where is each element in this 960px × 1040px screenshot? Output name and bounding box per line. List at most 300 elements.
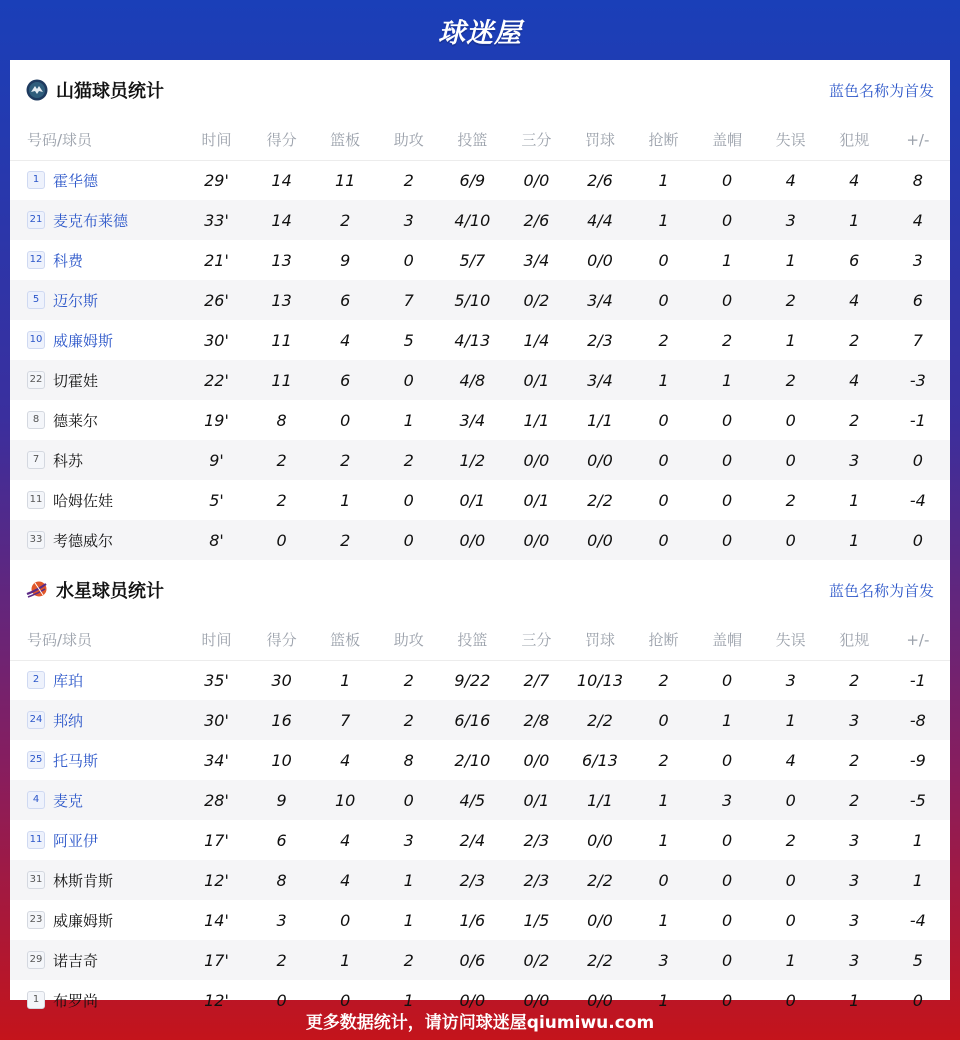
stat-steals: 1 <box>658 910 669 930</box>
stat-ft: 3/4 <box>568 360 631 400</box>
stat-assists: 1 <box>377 860 440 900</box>
jersey-number-badge: 1 <box>27 171 45 189</box>
stat-time: 33' <box>183 200 250 240</box>
stat-blocks: 0 <box>696 440 759 480</box>
stat-turnovers: 2 <box>759 360 823 400</box>
stat-three-pt: 0/0 <box>504 440 568 480</box>
stat-steals: 1 <box>658 170 669 190</box>
stat-fg: 0/0 <box>459 990 486 1010</box>
player-name-link[interactable]: 威廉姆斯 <box>53 331 114 350</box>
stats-card <box>10 60 950 1010</box>
stat-blocks: 0 <box>696 940 759 980</box>
column-header-turnovers: 失误 <box>759 620 823 660</box>
stat-turnovers: 0 <box>785 990 796 1010</box>
stat-points: 13 <box>271 250 292 270</box>
stat-plus-minus: 3 <box>912 250 923 270</box>
table-row[interactable] <box>10 700 950 740</box>
stats-table <box>10 620 950 1020</box>
stat-three-pt: 0/1 <box>504 780 568 820</box>
player-cell <box>10 860 183 900</box>
column-header-points: 得分 <box>250 620 313 660</box>
jersey-number-badge: 7 <box>27 451 45 469</box>
stat-points: 8 <box>276 410 287 430</box>
stat-rebounds: 2 <box>313 200 377 240</box>
stat-blocks: 0 <box>696 520 759 560</box>
stat-assists: 3 <box>377 200 440 240</box>
stat-fg: 1/2 <box>440 440 504 480</box>
stat-fouls: 3 <box>823 860 886 900</box>
stat-plus-minus: -1 <box>909 670 926 690</box>
stat-fg: 5/7 <box>459 250 486 270</box>
stat-time: 17' <box>204 830 229 850</box>
column-header-turnovers: 失误 <box>759 120 823 160</box>
column-header-player: 号码/球员 <box>10 620 183 660</box>
player-cell <box>10 820 183 860</box>
column-header-rebounds: 篮板 <box>313 120 377 160</box>
stat-fg: 3/4 <box>459 410 486 430</box>
stat-turnovers: 1 <box>759 700 823 740</box>
stat-assists: 1 <box>403 910 414 930</box>
stat-plus-minus: 5 <box>886 940 950 980</box>
stat-steals: 1 <box>658 830 669 850</box>
column-header-ft: 罚球 <box>568 120 631 160</box>
jersey-number-badge: 22 <box>27 371 45 389</box>
stat-ft: 0/0 <box>587 990 613 1010</box>
stat-points: 30 <box>271 670 292 690</box>
stat-turnovers: 4 <box>785 750 796 770</box>
stat-turnovers: 1 <box>785 330 796 350</box>
section-header <box>10 60 950 120</box>
stat-three-pt: 0/0 <box>523 750 550 770</box>
stat-turnovers: 0 <box>785 910 796 930</box>
table-row[interactable] <box>10 940 950 980</box>
stat-fouls: 1 <box>849 490 860 510</box>
stat-time: 30' <box>204 330 229 350</box>
stat-blocks: 0 <box>722 670 733 690</box>
player-name-link[interactable]: 邦纳 <box>53 711 84 730</box>
stat-steals: 2 <box>658 750 669 770</box>
stat-turnovers: 0 <box>759 860 823 900</box>
player-cell <box>10 740 183 780</box>
team-section-1 <box>10 60 950 560</box>
team-heading <box>26 77 164 103</box>
stat-fouls: 1 <box>823 200 886 240</box>
stat-time: 28' <box>183 780 250 820</box>
stat-ft: 0/0 <box>568 440 631 480</box>
stat-plus-minus: 7 <box>912 330 923 350</box>
stat-plus-minus: -3 <box>886 360 950 400</box>
jersey-number-badge: 24 <box>27 711 45 729</box>
starter-note: 蓝色名称为首发 <box>828 81 934 100</box>
stat-assists: 2 <box>377 440 440 480</box>
stat-assists: 1 <box>403 410 414 430</box>
stat-steals: 3 <box>632 940 696 980</box>
stat-ft: 4/4 <box>568 200 631 240</box>
stat-three-pt: 0/0 <box>523 170 550 190</box>
column-header-time: 时间 <box>183 120 250 160</box>
column-header-rebounds: 篮板 <box>313 620 377 660</box>
stat-rebounds: 1 <box>340 490 351 510</box>
stat-three-pt: 1/1 <box>523 410 550 430</box>
stat-fouls: 2 <box>849 750 860 770</box>
column-header-blocks: 盖帽 <box>696 120 759 160</box>
stat-time: 12' <box>183 860 250 900</box>
column-header-time: 时间 <box>183 620 250 660</box>
stat-turnovers: 0 <box>759 780 823 820</box>
table-row[interactable] <box>10 740 950 780</box>
stat-assists: 3 <box>403 830 414 850</box>
stat-plus-minus: -5 <box>886 780 950 820</box>
stat-steals: 2 <box>658 670 669 690</box>
stat-plus-minus: 0 <box>886 520 950 560</box>
stat-steals: 0 <box>632 520 696 560</box>
table-row[interactable] <box>10 780 950 820</box>
table-row[interactable] <box>10 660 950 700</box>
stat-plus-minus: -4 <box>909 490 926 510</box>
stat-time: 8' <box>183 520 250 560</box>
column-header-blocks: 盖帽 <box>696 620 759 660</box>
player-name-link[interactable]: 德莱尔 <box>53 411 99 430</box>
jersey-number-badge: 33 <box>27 531 45 549</box>
stat-turnovers: 4 <box>785 170 796 190</box>
column-header-steals: 抢断 <box>632 620 696 660</box>
stat-time: 14' <box>204 910 229 930</box>
player-name-link[interactable]: 诺吉奇 <box>53 951 99 970</box>
stat-plus-minus: 0 <box>912 990 923 1010</box>
stat-steals: 0 <box>658 250 669 270</box>
stat-time: 9' <box>183 440 250 480</box>
stat-points: 0 <box>276 990 287 1010</box>
column-header-fg: 投篮 <box>440 620 504 660</box>
team-title: 水星球员统计 <box>56 581 164 602</box>
stat-plus-minus: -9 <box>909 750 926 770</box>
stat-time: 12' <box>204 990 229 1010</box>
starter-note: 蓝色名称为首发 <box>828 581 934 600</box>
stat-plus-minus: 1 <box>886 860 950 900</box>
stat-points: 11 <box>271 330 292 350</box>
table-header-row <box>10 120 950 160</box>
player-name-link[interactable]: 库珀 <box>53 671 84 690</box>
table-row[interactable] <box>10 440 950 480</box>
mercury-logo-icon <box>26 579 48 601</box>
player-name-link[interactable]: 科费 <box>53 251 84 270</box>
player-name-link[interactable]: 麦克 <box>53 791 84 810</box>
stat-fg: 2/10 <box>454 750 491 770</box>
stat-fouls: 1 <box>823 520 886 560</box>
site-logo[interactable]: 球迷屋 <box>438 17 522 49</box>
column-header-three-pt: 三分 <box>504 620 568 660</box>
table-row[interactable] <box>10 860 950 900</box>
table-row[interactable] <box>10 400 950 440</box>
section-header <box>10 560 950 620</box>
table-row[interactable] <box>10 900 950 940</box>
stat-turnovers: 1 <box>759 940 823 980</box>
stat-three-pt: 1/5 <box>523 910 550 930</box>
stat-ft: 2/2 <box>568 940 631 980</box>
stat-rebounds: 4 <box>340 830 351 850</box>
player-cell <box>10 940 183 980</box>
stat-steals: 1 <box>632 780 696 820</box>
stat-turnovers: 1 <box>785 250 796 270</box>
stat-ft: 2/2 <box>568 700 631 740</box>
stat-fouls: 2 <box>849 330 860 350</box>
stat-ft: 10/13 <box>576 670 624 690</box>
stat-rebounds: 4 <box>340 750 351 770</box>
stat-blocks: 0 <box>696 860 759 900</box>
stat-rebounds: 0 <box>340 910 351 930</box>
jersey-number-badge: 21 <box>27 211 45 229</box>
stat-time: 22' <box>183 360 250 400</box>
stat-points: 16 <box>250 700 313 740</box>
table-row[interactable] <box>10 820 950 860</box>
stat-turnovers: 0 <box>759 520 823 560</box>
stat-blocks: 0 <box>722 830 733 850</box>
stat-time: 19' <box>204 410 229 430</box>
column-header-plus-minus: +/- <box>886 120 950 160</box>
stat-fg: 6/16 <box>440 700 504 740</box>
player-name-link[interactable]: 麦克布莱德 <box>53 211 129 230</box>
stat-time: 21' <box>204 250 229 270</box>
player-cell <box>10 520 183 560</box>
stat-three-pt: 0/2 <box>504 940 568 980</box>
stat-points: 9 <box>250 780 313 820</box>
stat-steals: 0 <box>658 410 669 430</box>
table-row[interactable] <box>10 480 950 520</box>
table-row[interactable] <box>10 360 950 400</box>
stat-ft: 0/0 <box>568 520 631 560</box>
stat-plus-minus: 1 <box>912 830 923 850</box>
player-name-link[interactable]: 哈姆佐娃 <box>53 491 114 510</box>
stat-steals: 0 <box>632 440 696 480</box>
jersey-number-badge: 11 <box>27 831 45 849</box>
footer-banner[interactable]: 更多数据统计，请访问球迷屋qiumiwu.com <box>305 1012 655 1033</box>
jersey-number-badge: 5 <box>27 291 45 309</box>
stat-assists: 2 <box>377 940 440 980</box>
stat-time: 30' <box>183 700 250 740</box>
stat-points: 14 <box>271 170 292 190</box>
stat-three-pt: 0/0 <box>523 990 550 1010</box>
stat-fg: 0/6 <box>440 940 504 980</box>
stat-three-pt: 1/4 <box>523 330 550 350</box>
stat-rebounds: 7 <box>313 700 377 740</box>
jersey-number-badge: 1 <box>27 991 45 1009</box>
stat-ft: 6/13 <box>582 750 618 770</box>
jersey-number-badge: 25 <box>27 751 45 769</box>
stat-fg: 4/8 <box>440 360 504 400</box>
table-row[interactable] <box>10 200 950 240</box>
stat-blocks: 2 <box>722 330 733 350</box>
player-cell <box>10 240 183 280</box>
stat-fouls: 3 <box>849 910 860 930</box>
column-header-points: 得分 <box>250 120 313 160</box>
stat-ft: 3/4 <box>568 280 631 320</box>
table-row[interactable] <box>10 280 950 320</box>
stat-steals: 2 <box>658 330 669 350</box>
stat-turnovers: 2 <box>785 490 796 510</box>
jersey-number-badge: 10 <box>27 331 45 349</box>
stat-fouls: 3 <box>823 440 886 480</box>
player-cell <box>10 320 183 360</box>
player-cell <box>10 200 183 240</box>
stat-rebounds: 2 <box>313 440 377 480</box>
stat-blocks: 0 <box>722 170 733 190</box>
stat-three-pt: 2/6 <box>504 200 568 240</box>
stat-fg: 6/9 <box>459 170 486 190</box>
team-title: 山猫球员统计 <box>56 81 164 102</box>
player-cell <box>10 660 183 700</box>
player-cell <box>10 280 183 320</box>
jersey-number-badge: 8 <box>27 411 45 429</box>
player-name-link[interactable]: 考德威尔 <box>53 531 114 550</box>
player-name-link[interactable]: 林斯肯斯 <box>53 871 114 890</box>
table-row[interactable] <box>10 240 950 280</box>
player-cell <box>10 160 183 200</box>
stat-steals: 1 <box>632 200 696 240</box>
stat-turnovers: 3 <box>759 200 823 240</box>
stat-blocks: 1 <box>696 700 759 740</box>
stat-ft: 0/0 <box>587 250 613 270</box>
stat-fouls: 4 <box>823 280 886 320</box>
stat-points: 2 <box>276 490 287 510</box>
stat-fg: 5/10 <box>440 280 504 320</box>
stat-fg: 4/13 <box>454 330 491 350</box>
stat-three-pt: 2/7 <box>523 670 550 690</box>
stat-blocks: 3 <box>696 780 759 820</box>
player-name-link[interactable]: 切霍娃 <box>53 371 99 390</box>
stat-ft: 0/0 <box>587 830 613 850</box>
stat-time: 34' <box>204 750 229 770</box>
stat-blocks: 1 <box>696 360 759 400</box>
stat-points: 6 <box>276 830 287 850</box>
stat-time: 29' <box>204 170 229 190</box>
stat-blocks: 0 <box>722 910 733 930</box>
stat-steals: 0 <box>632 280 696 320</box>
player-name-link[interactable]: 霍华德 <box>53 171 99 190</box>
stat-ft: 2/2 <box>568 860 631 900</box>
stat-steals: 1 <box>632 360 696 400</box>
stat-points: 14 <box>250 200 313 240</box>
stat-blocks: 0 <box>722 990 733 1010</box>
stat-plus-minus: -4 <box>909 910 926 930</box>
stat-time: 5' <box>209 490 224 510</box>
stat-assists: 8 <box>403 750 414 770</box>
jersey-number-badge: 23 <box>27 911 45 929</box>
table-header-row <box>10 620 950 660</box>
stat-fouls: 2 <box>823 780 886 820</box>
stat-fouls: 4 <box>849 170 860 190</box>
stat-plus-minus: 8 <box>912 170 923 190</box>
stat-three-pt: 2/3 <box>523 830 550 850</box>
stat-fouls: 1 <box>849 990 860 1010</box>
stat-plus-minus: 0 <box>886 440 950 480</box>
column-header-player: 号码/球员 <box>10 120 183 160</box>
column-header-assists: 助攻 <box>377 120 440 160</box>
jersey-number-badge: 2 <box>27 671 45 689</box>
stat-fouls: 3 <box>823 940 886 980</box>
player-name-link[interactable]: 科苏 <box>53 451 84 470</box>
stat-rebounds: 0 <box>340 410 351 430</box>
player-name-link[interactable]: 迈尔斯 <box>53 291 99 310</box>
stat-fg: 9/22 <box>454 670 491 690</box>
stat-turnovers: 2 <box>785 830 796 850</box>
stat-assists: 2 <box>403 170 414 190</box>
stat-points: 10 <box>271 750 292 770</box>
stat-turnovers: 0 <box>759 440 823 480</box>
table-row[interactable] <box>10 160 950 200</box>
player-name-link[interactable]: 阿亚伊 <box>53 831 99 850</box>
stat-rebounds: 0 <box>340 990 351 1010</box>
player-name-link[interactable]: 威廉姆斯 <box>53 911 114 930</box>
stat-fouls: 2 <box>849 410 860 430</box>
table-row[interactable] <box>10 520 950 560</box>
player-cell <box>10 360 183 400</box>
player-cell <box>10 700 183 740</box>
stat-rebounds: 10 <box>313 780 377 820</box>
player-cell <box>10 780 183 820</box>
stat-plus-minus: -1 <box>909 410 926 430</box>
stat-assists: 2 <box>403 670 414 690</box>
stat-rebounds: 4 <box>313 860 377 900</box>
stat-plus-minus: -8 <box>886 700 950 740</box>
stat-points: 3 <box>276 910 287 930</box>
stat-blocks: 0 <box>696 280 759 320</box>
player-cell <box>10 900 183 940</box>
stat-assists: 7 <box>377 280 440 320</box>
stat-fg: 2/3 <box>440 860 504 900</box>
stat-assists: 0 <box>377 520 440 560</box>
stat-steals: 1 <box>658 990 669 1010</box>
stat-fg: 0/1 <box>459 490 486 510</box>
stat-rebounds: 6 <box>313 280 377 320</box>
stat-rebounds: 1 <box>340 670 351 690</box>
stat-fouls: 6 <box>849 250 860 270</box>
stat-turnovers: 2 <box>759 280 823 320</box>
stat-fg: 4/5 <box>440 780 504 820</box>
stat-steals: 0 <box>658 490 669 510</box>
player-name-link[interactable]: 布罗尚 <box>53 991 99 1010</box>
stat-blocks: 0 <box>722 490 733 510</box>
stat-points: 2 <box>250 940 313 980</box>
stat-blocks: 0 <box>722 410 733 430</box>
stat-assists: 0 <box>377 780 440 820</box>
stat-ft: 2/2 <box>587 490 613 510</box>
team-heading <box>26 577 164 603</box>
table-row[interactable] <box>10 320 950 360</box>
stat-steals: 0 <box>632 700 696 740</box>
column-header-fouls: 犯规 <box>823 120 886 160</box>
jersey-number-badge: 31 <box>27 871 45 889</box>
stat-ft: 1/1 <box>568 780 631 820</box>
stat-time: 17' <box>183 940 250 980</box>
stat-time: 26' <box>183 280 250 320</box>
stat-ft: 0/0 <box>587 910 613 930</box>
stat-assists: 0 <box>403 250 414 270</box>
stat-blocks: 0 <box>722 750 733 770</box>
stat-points: 2 <box>250 440 313 480</box>
column-header-three-pt: 三分 <box>504 120 568 160</box>
column-header-plus-minus: +/- <box>886 620 950 660</box>
column-header-assists: 助攻 <box>377 620 440 660</box>
player-name-link[interactable]: 托马斯 <box>53 751 99 770</box>
stat-rebounds: 2 <box>313 520 377 560</box>
stat-blocks: 1 <box>722 250 733 270</box>
stats-table <box>10 120 950 560</box>
stat-plus-minus: 6 <box>886 280 950 320</box>
stat-assists: 5 <box>403 330 414 350</box>
stat-fg: 2/4 <box>459 830 486 850</box>
jersey-number-badge: 11 <box>27 491 45 509</box>
stat-fouls: 3 <box>849 830 860 850</box>
